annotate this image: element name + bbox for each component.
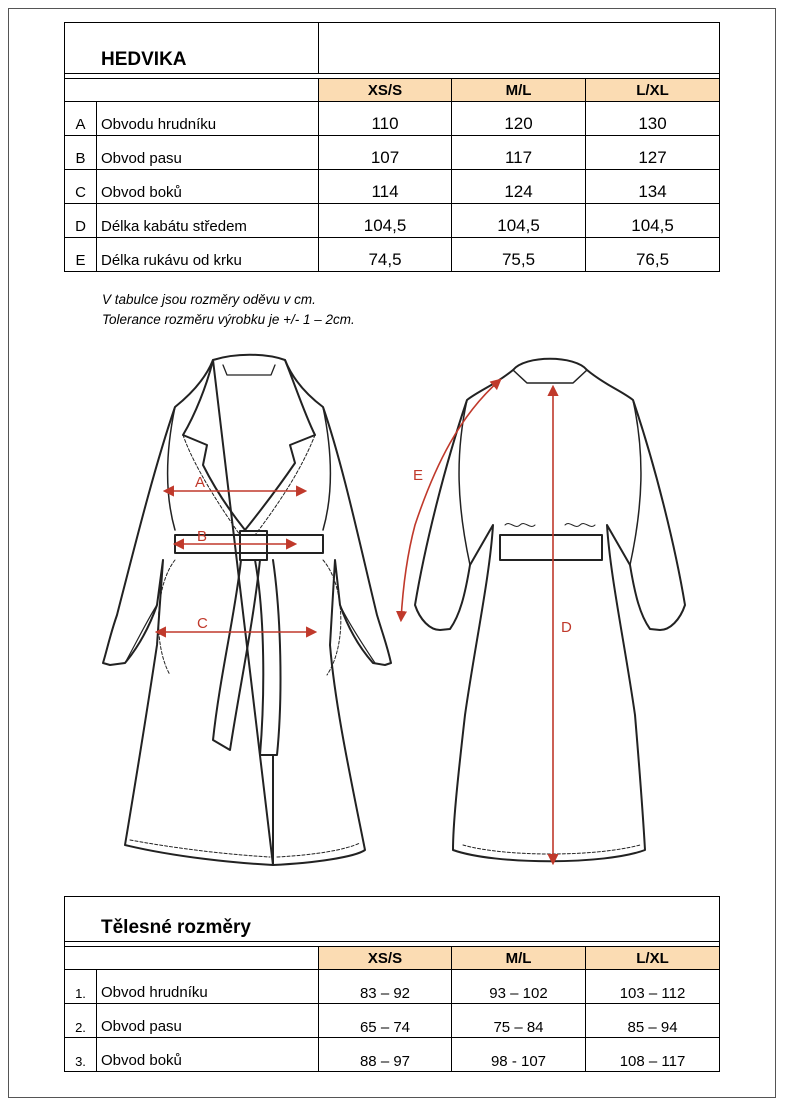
coat-technical-drawing (95, 345, 725, 875)
row-letter: E (65, 238, 97, 272)
table-row (65, 1004, 720, 1038)
row-value: 75,5 (452, 238, 586, 272)
row-value: 117 (452, 136, 586, 170)
note-tolerance: Tolerance rozměru výrobku je +/- 1 – 2cm. (102, 312, 355, 327)
notes (102, 290, 355, 330)
row-value: 74,5 (319, 238, 452, 272)
row-value: 85 – 94 (586, 1004, 720, 1038)
row-value: 104,5 (452, 204, 586, 238)
table-row (65, 1038, 720, 1072)
title-empty-cell (319, 23, 720, 74)
row-value: 134 (586, 170, 720, 204)
row-value: 127 (586, 136, 720, 170)
row-label: Obvod pasu (97, 136, 319, 170)
row-value: 107 (319, 136, 452, 170)
size-header: XS/S (319, 79, 452, 102)
row-number: 2. (65, 1004, 97, 1038)
table-row (65, 238, 720, 272)
table-row (65, 136, 720, 170)
row-value: 108 – 117 (586, 1038, 720, 1072)
row-number: 3. (65, 1038, 97, 1072)
row-value: 120 (452, 102, 586, 136)
size-header: M/L (452, 79, 586, 102)
row-value: 93 – 102 (452, 970, 586, 1004)
row-value: 104,5 (586, 204, 720, 238)
row-label: Obvod hrudníku (97, 970, 319, 1004)
header-empty-cell (65, 947, 319, 970)
row-letter: D (65, 204, 97, 238)
row-value: 83 – 92 (319, 970, 452, 1004)
row-value: 110 (319, 102, 452, 136)
row-value: 104,5 (319, 204, 452, 238)
row-value: 98 - 107 (452, 1038, 586, 1072)
table-row (65, 102, 720, 136)
row-value: 130 (586, 102, 720, 136)
row-value: 114 (319, 170, 452, 204)
measure-label-b: B (197, 528, 208, 545)
table-row (65, 204, 720, 238)
body-size-table (64, 896, 720, 1072)
row-letter: C (65, 170, 97, 204)
size-header: L/XL (586, 947, 720, 970)
size-header: M/L (452, 947, 586, 970)
body-table-title: Tělesné rozměry (65, 897, 720, 942)
row-label: Obvod boků (97, 1038, 319, 1072)
garment-size-table (64, 22, 720, 272)
row-label: Obvod pasu (97, 1004, 319, 1038)
row-value: 103 – 112 (586, 970, 720, 1004)
size-header: L/XL (586, 79, 720, 102)
measure-label-c: C (197, 615, 208, 632)
header-empty-cell (65, 79, 319, 102)
row-value: 76,5 (586, 238, 720, 272)
measure-label-e: E (413, 467, 424, 484)
row-value: 88 – 97 (319, 1038, 452, 1072)
row-value: 124 (452, 170, 586, 204)
row-label: Délka kabátu středem (97, 204, 319, 238)
product-title: HEDVIKA (65, 23, 319, 74)
table-row (65, 170, 720, 204)
measure-label-d: D (561, 619, 572, 636)
row-letter: A (65, 102, 97, 136)
row-letter: B (65, 136, 97, 170)
row-label: Obvod boků (97, 170, 319, 204)
size-header: XS/S (319, 947, 452, 970)
measure-label-a: A (195, 474, 206, 491)
row-value: 75 – 84 (452, 1004, 586, 1038)
row-value: 65 – 74 (319, 1004, 452, 1038)
table-row (65, 970, 720, 1004)
coat-front-view (103, 355, 391, 865)
row-label: Obvodu hrudníku (97, 102, 319, 136)
note-units: V tabulce jsou rozměry oděvu v cm. (102, 292, 316, 307)
row-label: Délka rukávu od krku (97, 238, 319, 272)
row-number: 1. (65, 970, 97, 1004)
